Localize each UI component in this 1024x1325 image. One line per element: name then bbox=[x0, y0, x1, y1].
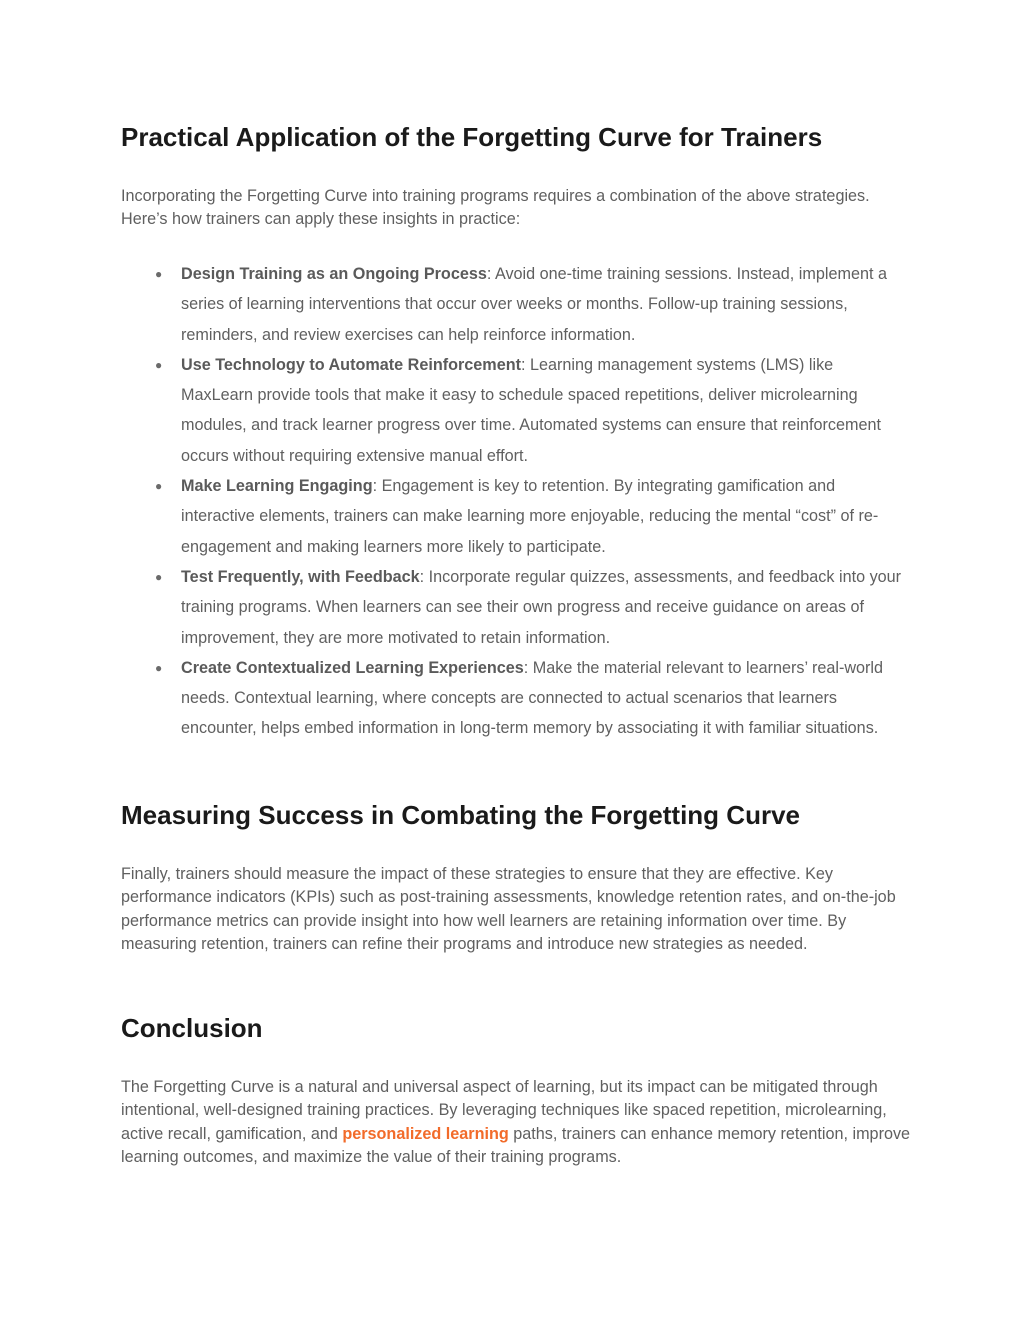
measuring-paragraph: Finally, trainers should measure the impact of these strategies to ensure that they are effective. Key performance indicators (KPIs) such as post-training assessments, knowledge retention rates, and on-the-job performance metrics can provide insight into how well learners are retaining information over time. By measuring retention, trainers can refine their programs and introduce new strategies as needed. bbox=[121, 865, 896, 954]
list-item bbox=[121, 653, 906, 744]
conclusion-paragraph bbox=[121, 1076, 911, 1170]
conclusion-text-before-link: The Forgetting Curve is a natural and universal aspect of learning, but its impact can be mitigated through intentional, well-designed training practices. By leveraging techniques like spaced repetition, microlearning, active recall, gamification, and bbox=[121, 1078, 887, 1143]
list-item bbox=[121, 471, 906, 562]
bullet-icon: ● bbox=[155, 479, 163, 494]
list-item-text: : Learning management systems (LMS) like MaxLearn provide tools that make it easy to schedule spaced repetitions, deliver microlearning modules, and track learner progress over time. Automated systems can ensure that reinforcement occurs without requiring extensive manual effort. bbox=[181, 355, 881, 465]
intro-paragraph: Incorporating the Forgetting Curve into training programs requires a combination of the above strategies. Here’s how trainers can apply these insights in practice: bbox=[121, 187, 870, 229]
list-item-title: Create Contextualized Learning Experiences bbox=[181, 658, 524, 677]
list-item-text: : Incorporate regular quizzes, assessments, and feedback into your training programs. When learners can see their own progress and receive guidance on areas of improvement, they are more motivated to retain information. bbox=[181, 567, 902, 647]
list-item-text: : Engagement is key to retention. By integrating gamification and interactive elements, trainers can make learning more enjoyable, reducing the mental “cost” of re-engagement and making learners more likely to participate. bbox=[181, 477, 879, 556]
list-item-title: Use Technology to Automate Reinforcement bbox=[181, 355, 521, 374]
list-item bbox=[121, 259, 906, 350]
conclusion-text-after-link: paths, trainers can enhance memory retention, improve learning outcomes, and maximize the value of their training programs. bbox=[121, 1124, 911, 1167]
strategies-list bbox=[121, 259, 906, 744]
section-heading-measuring-success: Measuring Success in Combating the Forgetting Curve bbox=[121, 800, 800, 830]
list-item-text: : Avoid one-time training sessions. Instead, implement a series of learning interventions that occur over weeks or months. Follow-up training sessions, reminders, and review exercises can help reinforce information. bbox=[181, 265, 887, 344]
list-item-title: Test Frequently, with Feedback bbox=[181, 567, 420, 586]
list-item bbox=[121, 562, 906, 653]
bullet-icon: ● bbox=[155, 660, 163, 675]
list-item bbox=[121, 350, 906, 471]
section-heading-practical-application: Practical Application of the Forgetting Curve for Trainers bbox=[121, 122, 823, 152]
bullet-icon: ● bbox=[155, 569, 163, 584]
list-item-title: Make Learning Engaging bbox=[181, 477, 373, 496]
personalized-learning-link[interactable]: personalized learning bbox=[342, 1124, 509, 1143]
section-heading-conclusion: Conclusion bbox=[121, 1013, 263, 1043]
bullet-icon: ● bbox=[155, 267, 163, 281]
list-item-title: Design Training as an Ongoing Process bbox=[181, 265, 487, 283]
list-item-text: : Make the material relevant to learners’ real-world needs. Contextual learning, where concepts are connected to actual scenarios that learners encounter, helps embed information in long-term memory by associating it with familiar situations. bbox=[181, 658, 884, 738]
bullet-icon: ● bbox=[155, 357, 163, 372]
